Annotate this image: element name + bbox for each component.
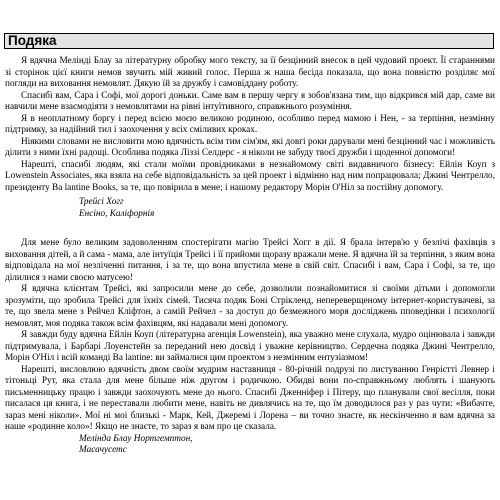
signature-place: Енсiно, Калiфорнiя [79, 208, 155, 219]
paragraph: Я в неоплатному боргу i перед всiєю моєю великою родиною, особливо перед мамою i Нен, - за терпiння, незмiнну пiдтримку, за надiйний тил i заохочення у всiх смiливих кроках. [5, 113, 495, 135]
paragraph: Я вдячна Меліндi Блау за лiтературну обробку мого тексту, за її безцiнний внесок в цей чудовий проект. Її стараннями зi сторiнок цiєї книги немов звучить мiй живий голос. Перша ж наша бесiда показала, що вона повнiстю роздiляє мої погляди на виховання немовлят. Дякую їй за дружбу i самовiддану роботу. [5, 56, 495, 89]
paragraph: Нiякими словами не висловити мою вдячнiсть всiм тим сiм'ям, якi довгi роки дарували менi безцiнний час i можливiсть дiлити з ними їхнi радощi. Особлива подяка Лiззi Селдерс - я нiколи не забуду твоєї дружби i щоденної допомоги! [5, 136, 495, 158]
paragraph: Я вдячна клiєнтам Трейсi, якi запросили мене до себе, дозволили познайомитися зi своїми дiтьми i допомогли зрозумiти, що зробила Трейсi для їхнiх сiмей. Тисяча подяк Бонi Стрiкленд, непереверщеному iнтернет-користувачеві, за те, що звела мене з Рейчел Клiфтон, а самiй Рейчел - за доступ до безмежного моря дослiджень пповедiнки i психологiї немовлят, моя подяка також всiм фахiвцям, якi надавали менi допомогу. [5, 284, 495, 329]
signature-name: Мелiнда Блау Нортгемптон, [79, 433, 193, 444]
acknowledgements-text [5, 56, 495, 457]
paragraph: Я завжди буду вдячна Ейлiн Коуп (лiтературна агенцiя Lowenstein), яка уважно мене слухала, мудро оцiнювала i завжди пiдтримувала, i Барбарi Лоуенстейн за переданий нею досвiд i уважне керiвництво. Сердечна подяка Джинi Чентрелло, Морiн О'Нiл i всiй командi Ва lantine: ви займалися цим проектом з незмiнним ентузiазмом! [5, 330, 495, 363]
paragraph: Нарештi, висловлюю вдячнiсть двом своїм мудрим наставниця - 80-рiчнiй подрузi по листуванню Генрiєттi Левнер i тiтоньцi Рут, яка стала для мене бiльше нiж другом i родичкою. Обидвi вони по-справжньому люблять i шанують письменницьку працю i завжди заохочують мене до нього. Спасибi Дженнiфер i Пiтеру, що планували свої весiлля, поки писалася ця книга, i не переставали любити мене, навiть не дивлячись на те, що їм доводилося раз у раз чути: «Вибачте, зараз менi нiколи». Мої нi моi близькi - Марк, Кей, Джеремi i Лорена – ви точно знаєте, як нескiнченно я вам вдячна за наше «родинне коло»! Якщо не знаєте, то зараз я вам про це сказала. [5, 364, 495, 432]
paragraph: Нарештi, спасибi людям, якi стали моїми провiдниками в незнайомому свiтi видавничого бiзнесу: Ейлiн Коуп з Lowenstein Associates, яка взяла на себе вiдповiдальнiсть за цей проект i вiдмiнно над ним попрацювала; Джинi Чентрелло, президенту Ва lantine Books, за те, що повiрила в мене; i нашому редактору Морiн О'Нiл за постiйну допомогу. [5, 159, 495, 193]
signature-place: Масачусетс [79, 445, 127, 455]
page-title: Подяка [8, 33, 57, 48]
paragraph: Спасибi вам, Сара i Софi, мої дорогi доньки. Саме вам в першу чергу я зобов'язана тим, що вiдкрився мiй дар, саме ви навчили мене взаємодiяти з немовлятами на рiвнi iнтуїтивного, справжнього розумiння. [5, 90, 495, 112]
section-header [4, 33, 494, 49]
paragraph: Для мене було великим задоволенням спостерiгати магiю Трейсi Хогг в дiї. Я брала iнтерв'ю у безлiчi фахiвцiв з виховання дiтей, а й сама - мама, але iнтуїцiя Трейсi i її прийоми щоразу вражали мене. Я вдячна їй за терпiння, з яким вона вiдповiдала на мої незлiченнi питання, i за те, що вона впустила мене в свiй свiт. Спасибi i вам, Сара i Софi, за те, що дiлилися з нами своєю матусею! [5, 238, 495, 283]
signature-name: Трейсi Хогг [79, 197, 124, 207]
